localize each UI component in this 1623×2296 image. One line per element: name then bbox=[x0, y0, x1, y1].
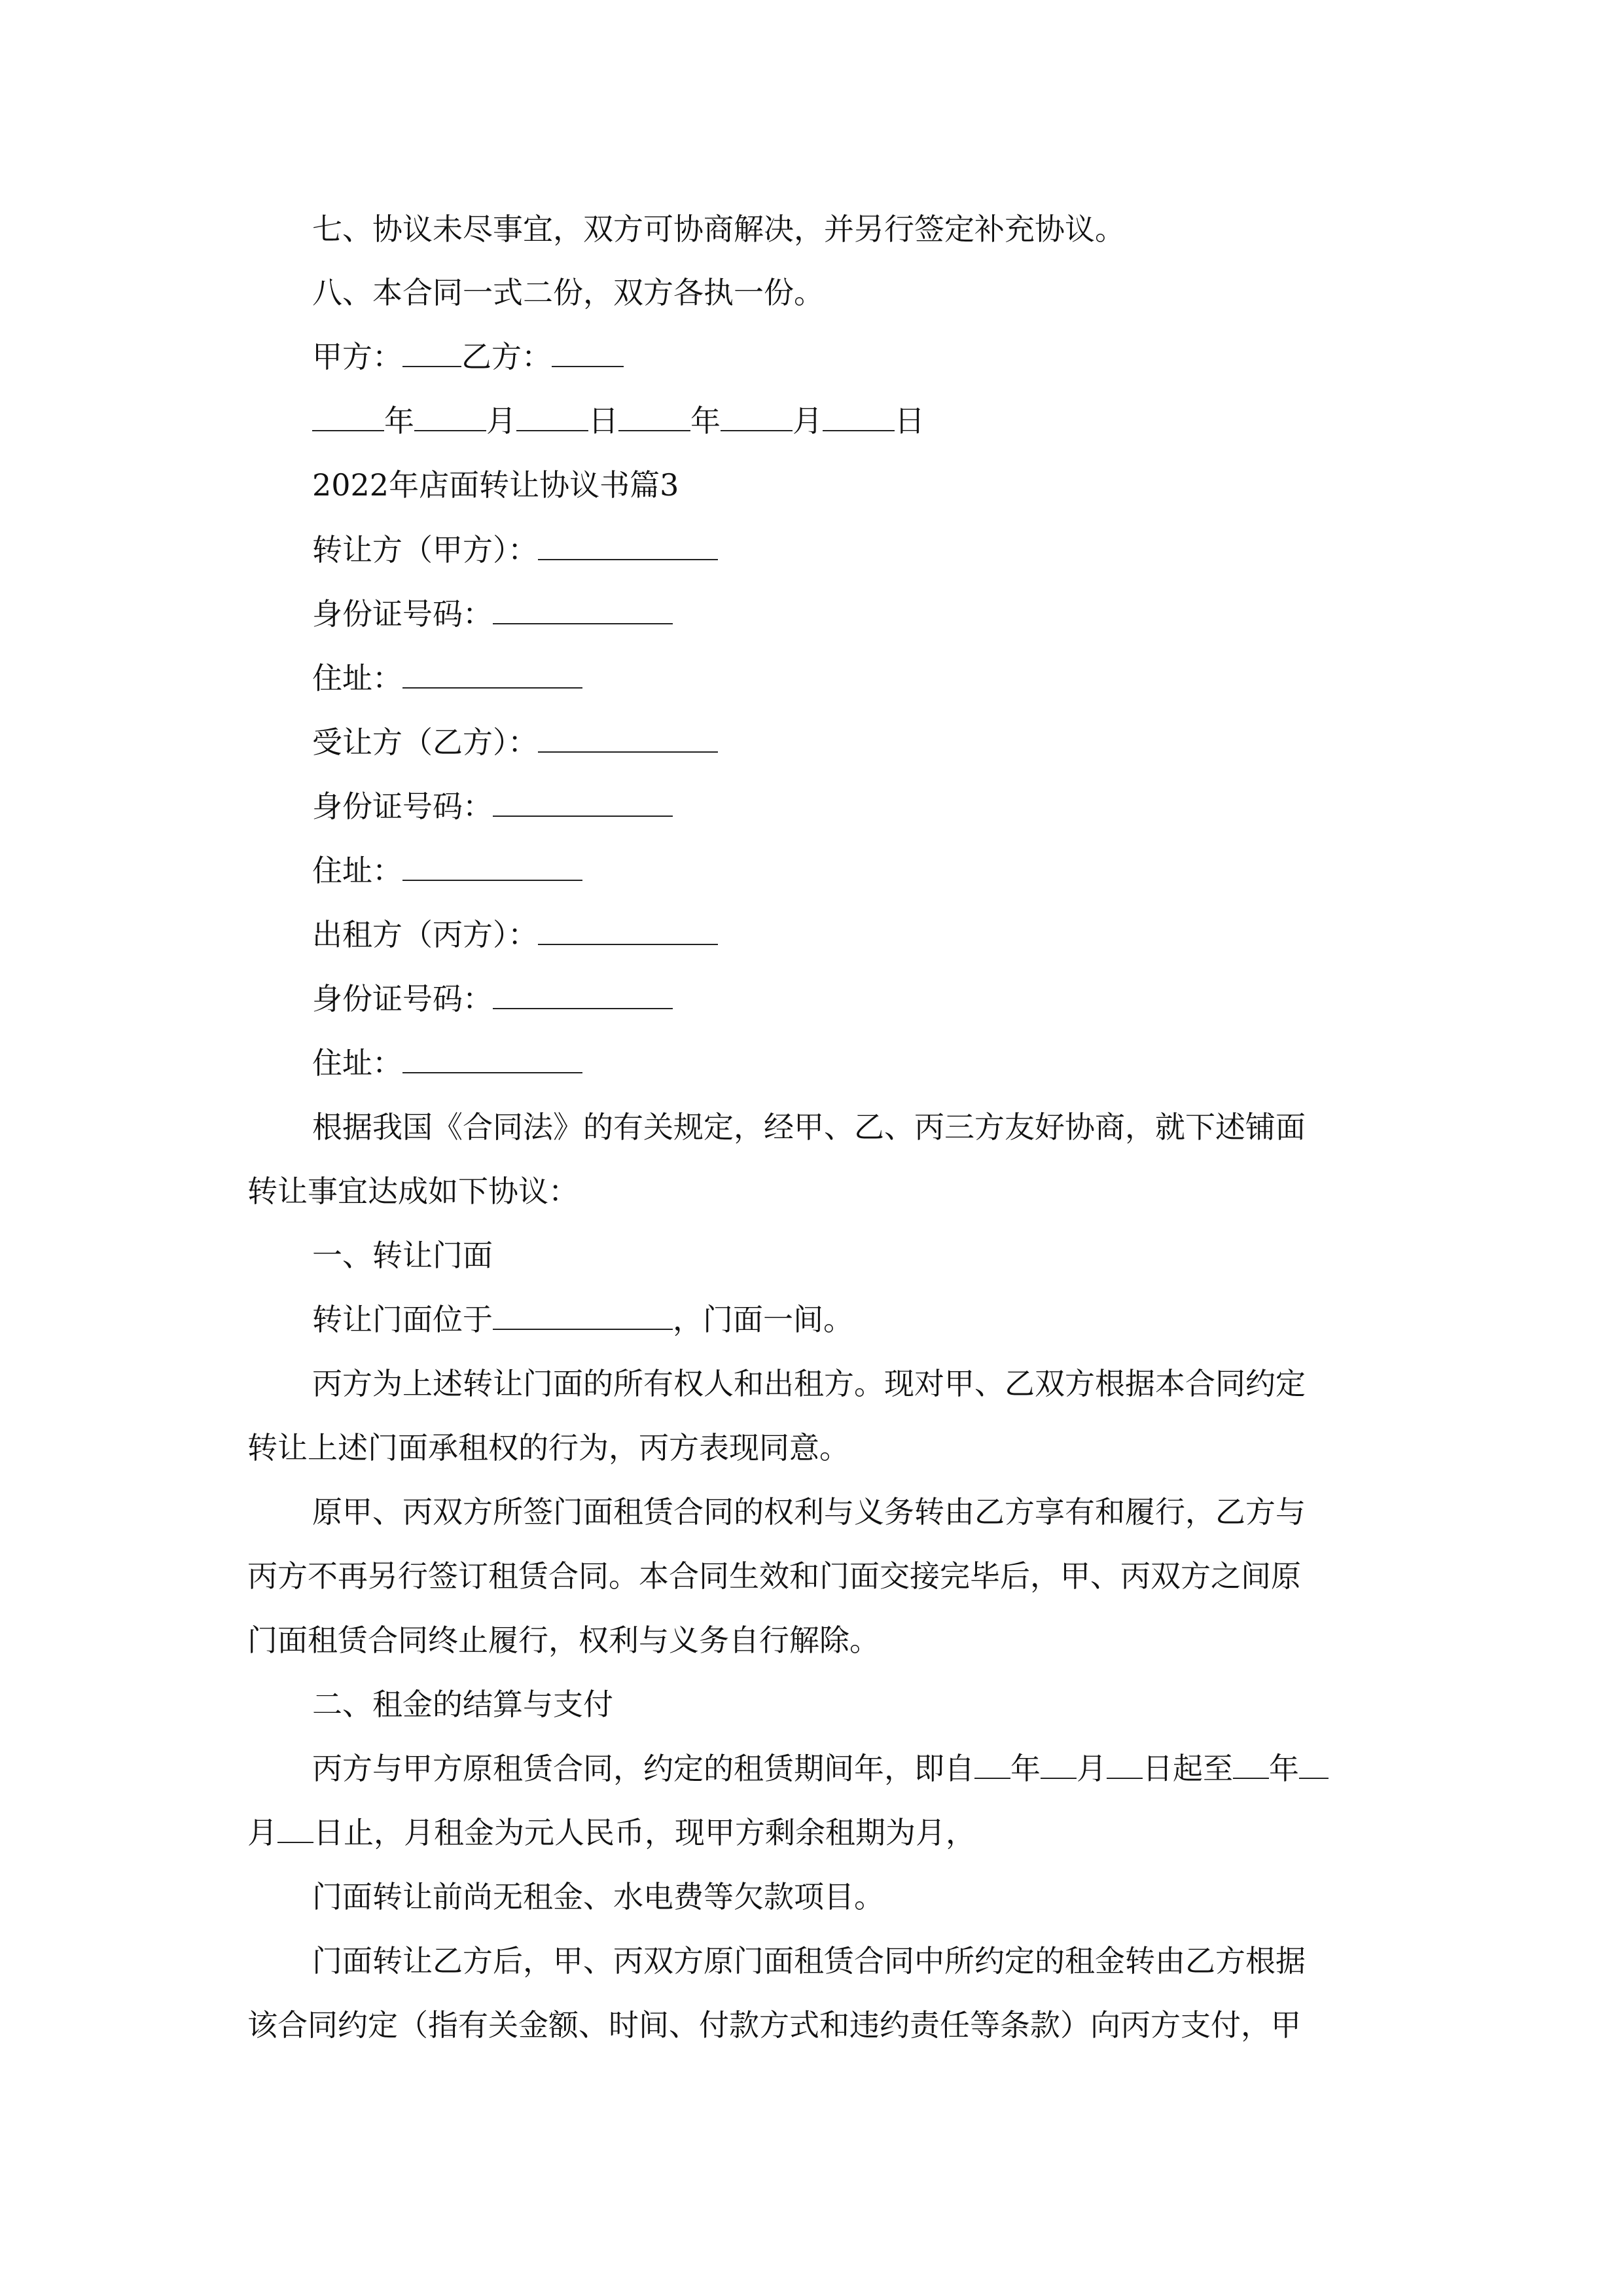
transferor-label: 转让方（甲方）： bbox=[312, 532, 538, 567]
transferor-line bbox=[312, 530, 1444, 569]
id-number-blank bbox=[493, 979, 673, 1009]
lessor-blank bbox=[538, 915, 718, 945]
date-year-label: 年 bbox=[690, 403, 721, 439]
id-number-label: 身份证号码： bbox=[312, 981, 493, 1016]
date-year-label: 年 bbox=[384, 403, 414, 439]
rent-blank bbox=[974, 1749, 1010, 1779]
lessor-line bbox=[312, 915, 1444, 954]
id-number-label: 身份证号码： bbox=[312, 789, 493, 824]
para-a-line-1: 丙方为上述转让门面的所有权人和出租方。现对甲、乙双方根据本合同约定 bbox=[312, 1366, 1306, 1401]
rent-text: 止，月租金为元人民币，现甲方剩余租期为月， bbox=[344, 1815, 976, 1850]
para-b-line-1: 原甲、丙双方所签门面租赁合同的权利与义务转由乙方享有和履行，乙方与 bbox=[312, 1494, 1306, 1530]
date-blank bbox=[516, 401, 588, 431]
rent-line-2 bbox=[247, 1813, 1380, 1852]
rent-year-label: 年 bbox=[1010, 1751, 1041, 1786]
transferee-blank bbox=[538, 723, 718, 753]
transferor-blank bbox=[538, 530, 718, 560]
para-c-line-1: 门面转让乙方后，甲、丙双方原门面租赁合同中所约定的租金转由乙方根据 bbox=[312, 1943, 1306, 1979]
date-blank bbox=[721, 401, 793, 431]
rent-blank bbox=[1107, 1749, 1143, 1779]
rent-day-label: 日 bbox=[1143, 1751, 1173, 1786]
id-number-blank bbox=[493, 787, 673, 817]
transferee-id-line bbox=[312, 787, 1444, 826]
rent-month-label: 月 bbox=[1077, 1751, 1107, 1786]
transferor-id-line bbox=[312, 594, 1444, 634]
address-label: 住址： bbox=[312, 1045, 402, 1081]
lessor-address-line bbox=[312, 1043, 1444, 1083]
date-blank bbox=[312, 401, 384, 431]
section-title: 2022年店面转让协议书篇3 bbox=[312, 467, 679, 503]
rent-year-label: 年 bbox=[1269, 1751, 1299, 1786]
location-prefix: 转让门面位于 bbox=[312, 1302, 493, 1337]
clause-7: 七、协议未尽事宜，双方可协商解决，并另行签定补充协议。 bbox=[312, 211, 1125, 247]
rent-blank bbox=[1299, 1749, 1329, 1779]
para-c-line-2: 该合同约定（指有关金额、时间、付款方式和违约责任等条款）向丙方支付，甲 bbox=[247, 2007, 1301, 2043]
rent-text: 起至 bbox=[1173, 1751, 1233, 1786]
intro-line-2: 转让事宜达成如下协议： bbox=[247, 1174, 579, 1209]
lessor-label: 出租方（丙方）： bbox=[312, 917, 538, 952]
location-suffix: ，门面一间。 bbox=[673, 1302, 853, 1337]
para-a-line-2: 转让上述门面承租权的行为，丙方表现同意。 bbox=[247, 1430, 849, 1465]
address-blank bbox=[402, 851, 582, 881]
id-number-blank bbox=[493, 594, 673, 624]
heading-2: 二、租金的结算与支付 bbox=[312, 1687, 613, 1722]
date-day-label: 日 bbox=[895, 403, 925, 439]
intro-line-1: 根据我国《合同法》的有关规定，经甲、乙、丙三方友好协商，就下述铺面 bbox=[312, 1109, 1306, 1145]
rent-text: 丙方与甲方原租赁合同，约定的租赁期间年，即自 bbox=[312, 1751, 974, 1786]
arrears-line: 门面转让前尚无租金、水电费等欠款项目。 bbox=[312, 1879, 884, 1914]
para-b-line-2: 丙方不再另行签订租赁合同。本合同生效和门面交接完毕后，甲、丙双方之间原 bbox=[247, 1558, 1301, 1594]
party-b-blank bbox=[552, 337, 624, 367]
date-month-label: 月 bbox=[793, 403, 823, 439]
para-b-line-3: 门面租赁合同终止履行，权利与义务自行解除。 bbox=[247, 1623, 880, 1658]
address-blank bbox=[402, 658, 582, 689]
date-blank bbox=[618, 401, 690, 431]
date-blank bbox=[823, 401, 895, 431]
rent-month-label: 月 bbox=[247, 1815, 277, 1850]
date-blank bbox=[414, 401, 486, 431]
party-b-label: 乙方： bbox=[461, 339, 552, 374]
date-day-label: 日 bbox=[588, 403, 618, 439]
transferee-label: 受让方（乙方）： bbox=[312, 725, 538, 760]
rent-blank bbox=[1233, 1749, 1269, 1779]
heading-1: 一、转让门面 bbox=[312, 1238, 493, 1273]
date-line bbox=[312, 401, 1444, 440]
location-blank bbox=[493, 1300, 673, 1330]
date-month-label: 月 bbox=[486, 403, 516, 439]
id-number-label: 身份证号码： bbox=[312, 596, 493, 632]
party-a-label: 甲方： bbox=[312, 339, 402, 374]
rent-blank bbox=[277, 1813, 313, 1843]
transferor-address-line bbox=[312, 658, 1444, 698]
party-a-blank bbox=[402, 337, 461, 367]
location-line bbox=[312, 1300, 1444, 1339]
rent-line-1 bbox=[312, 1749, 1444, 1788]
transferee-line bbox=[312, 723, 1444, 762]
rent-blank bbox=[1041, 1749, 1077, 1779]
clause-8: 八、本合同一式二份，双方各执一份。 bbox=[312, 275, 824, 310]
address-blank bbox=[402, 1043, 582, 1073]
address-label: 住址： bbox=[312, 853, 402, 888]
rent-day-label: 日 bbox=[313, 1815, 344, 1850]
lessor-id-line bbox=[312, 979, 1444, 1018]
address-label: 住址： bbox=[312, 660, 402, 696]
signature-line bbox=[312, 337, 1444, 376]
transferee-address-line bbox=[312, 851, 1444, 890]
